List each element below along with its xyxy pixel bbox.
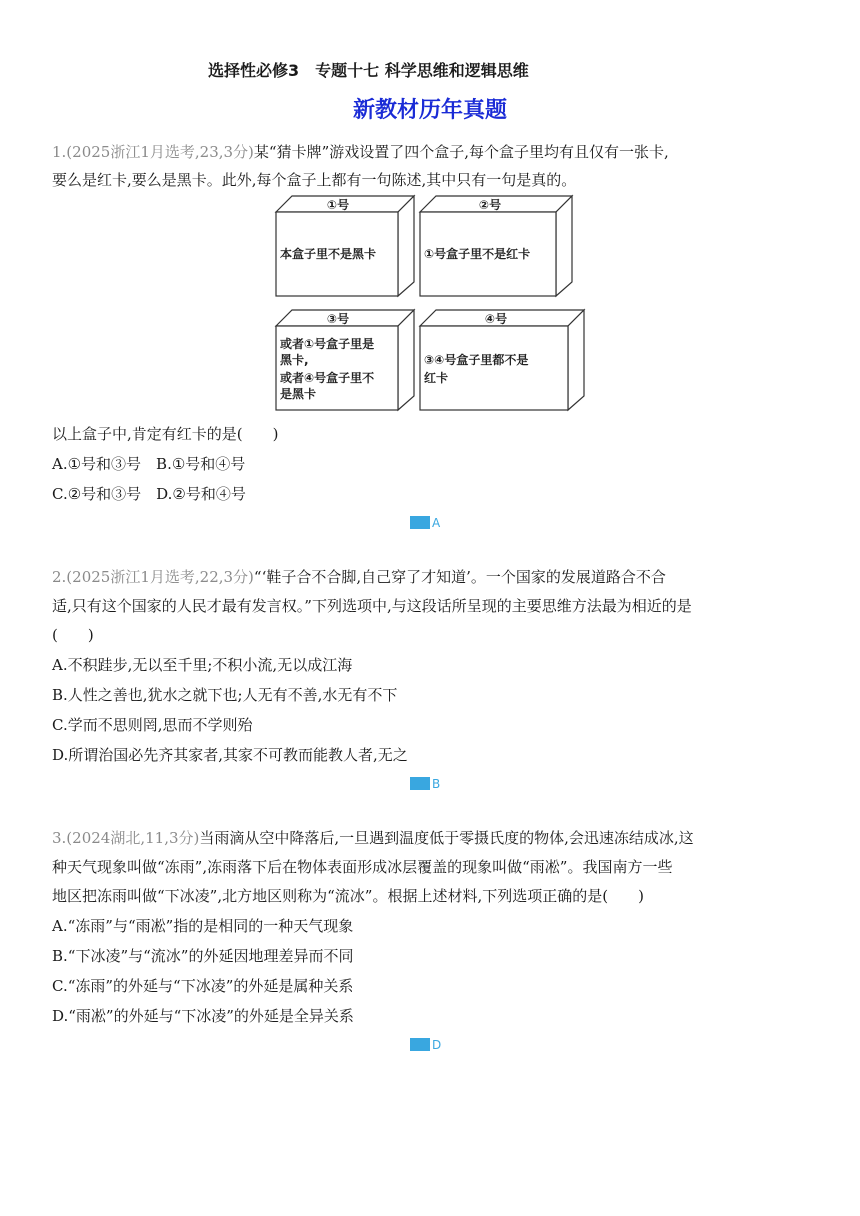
box-2-statement: ①号盒子里不是红卡 <box>424 247 531 261</box>
q1-options-line2: C.②号和③号 D.②号和④号 <box>52 485 246 503</box>
q3-answer <box>410 1038 441 1051</box>
box-3-statement-line1: 或者①号盒子里是 <box>280 337 375 351</box>
q2-source: 2.(2025浙江1月选考,22,3分) <box>52 568 254 586</box>
answer-marker <box>410 777 430 790</box>
q2-option-d: D.所谓治国必先齐其家者,其家不可教而能教人者,无之 <box>52 746 408 764</box>
q3-stem-line3: 地区把冻雨叫做“下冰凌”,北方地区则称为“流冰”。根据上述材料,下列选项正确的是( ) <box>52 887 644 905</box>
box-1-side <box>398 196 414 296</box>
q2-answer-letter: B <box>432 777 441 791</box>
box-1-label: ①号 <box>326 198 350 212</box>
q2-option-c: C.学而不思则罔,思而不学则殆 <box>52 716 253 734</box>
box-3-statement-line3: 或者④号盒子里不 <box>280 371 375 385</box>
q2-stem-line2: 适,只有这个国家的人民才最有发言权。”下列选项中,与这段话所呈现的主要思维方法最为相近的是 <box>52 597 692 615</box>
q2-answer <box>410 777 440 790</box>
box-2-side <box>556 196 572 296</box>
q1-options-line1: A.①号和③号 B.①号和④号 <box>52 455 246 473</box>
q1-stem-line2: 要么是红卡,要么是黑卡。此外,每个盒子上都有一句陈述,其中只有一句是真的。 <box>52 171 577 189</box>
box-3-statement-line4: 是黑卡 <box>280 387 317 401</box>
answer-marker <box>410 1038 430 1051</box>
card-box-figure <box>274 192 586 414</box>
box-2-label: ②号 <box>478 198 502 212</box>
box-3-statement-line2: 黑卡, <box>280 353 309 367</box>
box-4-label: ④号 <box>484 312 508 326</box>
q2-option-b: B.人性之善也,犹水之就下也;人无有不善,水无有不下 <box>52 686 398 704</box>
q1-answer-letter: A <box>432 516 441 530</box>
box-4-side <box>568 310 584 410</box>
q2-stem-text: “‘鞋子合不合脚,自己穿了才知道’。一个国家的发展道路合不合 <box>253 568 666 586</box>
answer-marker <box>410 516 430 529</box>
q3-stem-line2: 种天气现象叫做“冻雨”,冻雨落下后在物体表面形成冰层覆盖的现象叫做“雨凇”。我国南方一些 <box>52 858 673 876</box>
q3-option-a: A.“冻雨”与“雨凇”指的是相同的一种天气现象 <box>52 917 354 935</box>
q1-question: 以上盒子中,肯定有红卡的是( ) <box>52 425 279 443</box>
q1-stem-line1 <box>52 142 669 162</box>
q2-stem-line3: ( ) <box>52 626 94 644</box>
q1-source: 1.(2025浙江1月选考,23,3分) <box>52 143 254 161</box>
q2-option-a: A.不积跬步,无以至千里;不积小流,无以成江海 <box>52 656 353 674</box>
box-3-label: ③号 <box>326 312 350 326</box>
q3-answer-letter: D <box>432 1038 442 1052</box>
q2-stem-line1 <box>52 567 666 587</box>
q3-stem-text: 当雨滴从空中降落后,一旦遇到温度低于零摄氏度的物体,会迅速冻结成冰,这 <box>199 829 694 847</box>
q3-stem-line1 <box>52 828 694 848</box>
q3-source: 3.(2024湖北,11,3分) <box>52 829 200 847</box>
q1-stem-text: 某“猜卡牌”游戏设置了四个盒子,每个盒子里均有且仅有一张卡, <box>253 143 669 161</box>
q1-answer <box>410 516 440 529</box>
q3-option-b: B.“下冰凌”与“流冰”的外延因地理差异而不同 <box>52 947 354 965</box>
q3-option-c: C.“冻雨”的外延与“下冰凌”的外延是属种关系 <box>52 977 354 995</box>
box-3-side <box>398 310 414 410</box>
page-header: 选择性必修3 专题十七 科学思维和逻辑思维 <box>208 61 529 80</box>
section-title: 新教材历年真题 <box>352 98 507 123</box>
box-4-statement-line1: ③④号盒子里都不是 <box>424 353 529 367</box>
box-4-front <box>420 326 568 410</box>
box-4-statement-line2: 红卡 <box>424 371 449 385</box>
q3-option-d: D.“雨凇”的外延与“下冰凌”的外延是全异关系 <box>52 1007 354 1025</box>
box-1-statement: 本盒子里不是黑卡 <box>280 247 377 261</box>
